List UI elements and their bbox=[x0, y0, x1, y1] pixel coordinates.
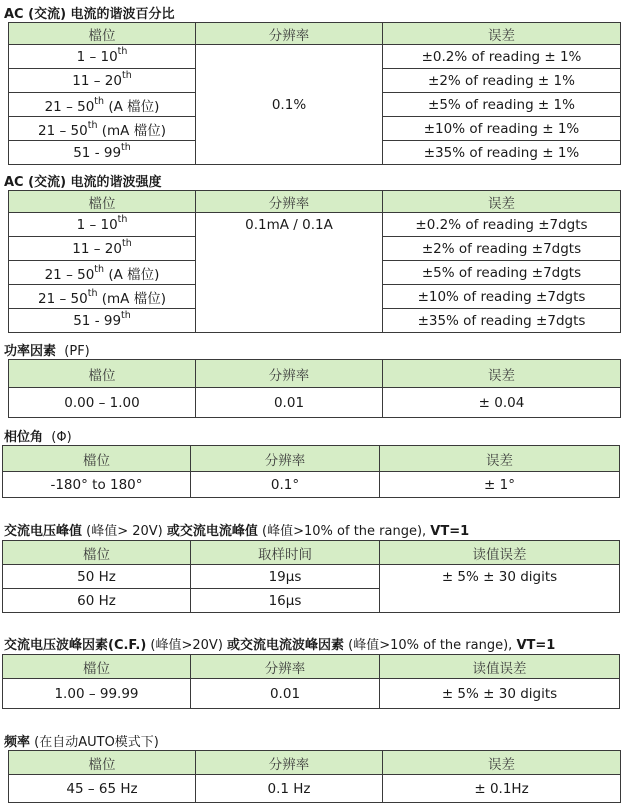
sampling-time-cell: 16μs bbox=[191, 589, 380, 613]
error-cell: ±10% of reading ± 1% bbox=[383, 117, 621, 141]
error-cell: ±10% of reading ±7dgts bbox=[383, 285, 621, 309]
range-cell: 1 – 10th bbox=[9, 45, 196, 69]
error-cell: ± 5% ± 30 digits bbox=[380, 679, 620, 709]
header-range: 檔位 bbox=[9, 751, 196, 775]
range-cell: 21 – 50th (A 檔位) bbox=[9, 261, 196, 285]
error-cell: ±5% of reading ± 1% bbox=[383, 93, 621, 117]
error-cell: ±35% of reading ±7dgts bbox=[383, 309, 621, 333]
header-range: 檔位 bbox=[9, 360, 196, 388]
title-bold: AC (交流) 电流的谐波百分比 bbox=[4, 7, 175, 22]
header-resolution: 分辨率 bbox=[196, 23, 383, 45]
range-cell: 60 Hz bbox=[3, 589, 191, 613]
header-resolution: 分辨率 bbox=[191, 655, 380, 679]
section-title-harmonic-magnitude bbox=[4, 171, 162, 190]
error-cell: ±0.2% of reading ±7dgts bbox=[383, 213, 621, 237]
header-range: 檔位 bbox=[3, 655, 191, 679]
header-reading-error: 读值误差 bbox=[380, 541, 620, 565]
frequency-table bbox=[8, 750, 621, 803]
range-cell: 51 - 99th bbox=[9, 141, 196, 165]
title-rest-1: (峰值> 20V) bbox=[82, 524, 167, 539]
header-resolution: 分辨率 bbox=[191, 446, 380, 472]
range-cell: 11 – 20th bbox=[9, 237, 196, 261]
range-cell: 1 – 10th bbox=[9, 213, 196, 237]
error-cell: ± 0.1Hz bbox=[383, 775, 621, 803]
range-cell: 21 – 50th (A 檔位) bbox=[9, 93, 196, 117]
range-cell: 21 – 50th (mA 檔位) bbox=[9, 285, 196, 309]
resolution-cell: 0.01 bbox=[196, 388, 383, 418]
header-range: 檔位 bbox=[9, 191, 196, 213]
error-cell: ±2% of reading ±7dgts bbox=[383, 237, 621, 261]
title-bold: 功率因素 bbox=[4, 344, 57, 359]
resolution-cell: 0.1% bbox=[196, 45, 383, 165]
title-bold-3: VT=1 bbox=[430, 524, 470, 539]
error-cell: ±5% of reading ±7dgts bbox=[383, 261, 621, 285]
title-rest-2: (峰值>10% of the range), bbox=[344, 638, 517, 653]
section-title-harmonic-percent bbox=[4, 3, 175, 22]
section-title-crest-factor bbox=[4, 634, 555, 653]
title-rest-2: (峰值>10% of the range), bbox=[257, 524, 431, 539]
title-bold: 相位角 bbox=[4, 430, 44, 445]
title-bold-3: VT=1 bbox=[516, 638, 556, 653]
header-range: 檔位 bbox=[9, 23, 196, 45]
title-bold: 频率 bbox=[4, 735, 31, 750]
section-title-power-factor bbox=[4, 340, 90, 359]
phase-angle-table bbox=[2, 445, 620, 498]
resolution-cell: 0.1mA / 0.1A bbox=[196, 213, 383, 333]
title-bold-1: 交流电压峰值 bbox=[4, 524, 83, 539]
header-error: 误差 bbox=[380, 446, 620, 472]
range-cell: 1.00 – 99.99 bbox=[3, 679, 191, 709]
header-range: 檔位 bbox=[3, 446, 191, 472]
error-cell: ±35% of reading ± 1% bbox=[383, 141, 621, 165]
header-resolution: 分辨率 bbox=[196, 360, 383, 388]
peak-table bbox=[2, 540, 620, 613]
error-cell: ± 1° bbox=[380, 472, 620, 498]
resolution-cell: 0.1° bbox=[191, 472, 380, 498]
section-title-phase-angle bbox=[4, 426, 72, 445]
title-bold-1: 交流电压波峰因素(C.F.) bbox=[4, 638, 147, 653]
header-resolution: 分辨率 bbox=[196, 751, 383, 775]
title-rest-1: (峰值>20V) bbox=[146, 638, 228, 653]
harmonic-magnitude-table bbox=[8, 190, 621, 333]
range-cell: 21 – 50th (mA 檔位) bbox=[9, 117, 196, 141]
header-error: 误差 bbox=[383, 360, 621, 388]
error-cell: ±0.2% of reading ± 1% bbox=[383, 45, 621, 69]
range-cell: -180° to 180° bbox=[3, 472, 191, 498]
section-title-frequency bbox=[4, 731, 159, 750]
range-cell: 51 - 99th bbox=[9, 309, 196, 333]
title-rest: (在自动AUTO模式下) bbox=[30, 735, 159, 750]
error-cell: ± 5% ± 30 digits bbox=[380, 565, 620, 613]
power-factor-table bbox=[8, 359, 621, 418]
range-cell: 50 Hz bbox=[3, 565, 191, 589]
title-bold-2: 或交流电流峰值 bbox=[166, 524, 258, 539]
header-error: 误差 bbox=[383, 751, 621, 775]
range-cell: 11 – 20th bbox=[9, 69, 196, 93]
title-bold-2: 或交流电流波峰因素 bbox=[227, 638, 345, 653]
title-rest: (Φ) bbox=[43, 430, 72, 445]
sampling-time-cell: 19μs bbox=[191, 565, 380, 589]
resolution-cell: 0.01 bbox=[191, 679, 380, 709]
harmonic-percent-table bbox=[8, 22, 621, 165]
range-cell: 0.00 – 1.00 bbox=[9, 388, 196, 418]
header-sampling-time: 取样时间 bbox=[191, 541, 380, 565]
header-resolution: 分辨率 bbox=[196, 191, 383, 213]
error-cell: ± 0.04 bbox=[383, 388, 621, 418]
title-rest: (PF) bbox=[56, 344, 90, 359]
header-range: 檔位 bbox=[3, 541, 191, 565]
section-title-peak bbox=[4, 520, 469, 539]
range-cell: 45 – 65 Hz bbox=[9, 775, 196, 803]
title-bold: AC (交流) 电流的谐波强度 bbox=[4, 175, 162, 190]
resolution-cell: 0.1 Hz bbox=[196, 775, 383, 803]
crest-factor-table bbox=[2, 654, 620, 709]
error-cell: ±2% of reading ± 1% bbox=[383, 69, 621, 93]
header-error: 误差 bbox=[383, 23, 621, 45]
header-reading-error: 读值误差 bbox=[380, 655, 620, 679]
header-error: 误差 bbox=[383, 191, 621, 213]
